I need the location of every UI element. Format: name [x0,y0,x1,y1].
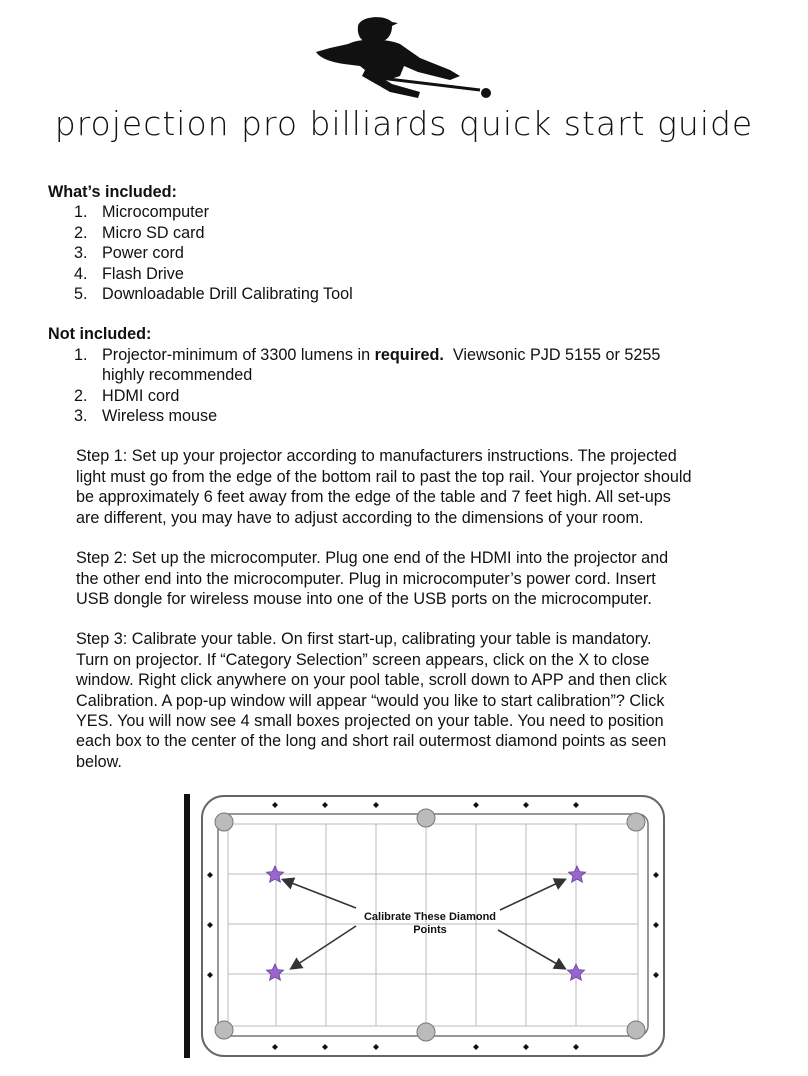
pocket [215,813,233,831]
guide-title: projection pro billiards quick start guide [54,104,754,143]
not-included-heading: Not included: [48,325,152,344]
included-list [74,202,778,304]
document-body [48,182,778,792]
pocket [417,809,435,827]
list-item: 3. Power cord [74,244,184,263]
step-1-paragraph: Step 1: Set up your projector according to manufacturers instructions. The projected light must go from the edge of the bottom rail to past the top rail. Your projector should be approximately 6 feet away from the edge of the table and 7 feet high. All set-ups are different, you may have to adjust according to the dimensions of your room. [76,447,692,527]
billiards-player-silhouette-logo [300,14,500,104]
pocket [627,813,645,831]
step-3-paragraph: Step 3: Calibrate your table. On first start-up, calibrating your table is mandatory. Turn on projector. If “Category Selection” screen appears, click on the X to close window. Right click anywhere on your pool table, scroll down to APP and then click Calibration. A pop-up window will appear “would you like to start calibration”? Click YES. You will now see 4 small boxes projected on your table. You need to position each box to the center of the long and short rail outermost diamond points as seen below. [76,630,667,771]
calibration-label: Calibrate These Diamond Points [363,911,497,936]
list-item: 4. Flash Drive [74,264,184,283]
step-2-paragraph: Step 2: Set up the microcomputer. Plug one end of the HDMI into the projector and the other end into the microcomputer. Plug in microcomputer’s power cord. Insert USB dongle for wireless mouse into one of the USB ports on the microcomputer. [76,549,669,608]
list-item: 1. Microcomputer [74,203,210,222]
list-item: 3. Wireless mouse [74,407,218,426]
pocket [417,1023,435,1041]
pocket [627,1021,645,1039]
not-included-list [74,345,778,427]
included-heading: What’s included: [48,183,177,201]
list-item: 5. Downloadable Drill Calibrating Tool [74,285,353,304]
list-item: 2. Micro SD card [74,223,205,242]
left-edge-bar [184,794,190,1058]
list-item: 1. Projector-minimum of 3300 lumens in required. Viewsonic PJD 5155 or 5255 highly recommended [74,345,661,385]
pocket [215,1021,233,1039]
list-item: 2. HDMI cord [74,386,180,405]
